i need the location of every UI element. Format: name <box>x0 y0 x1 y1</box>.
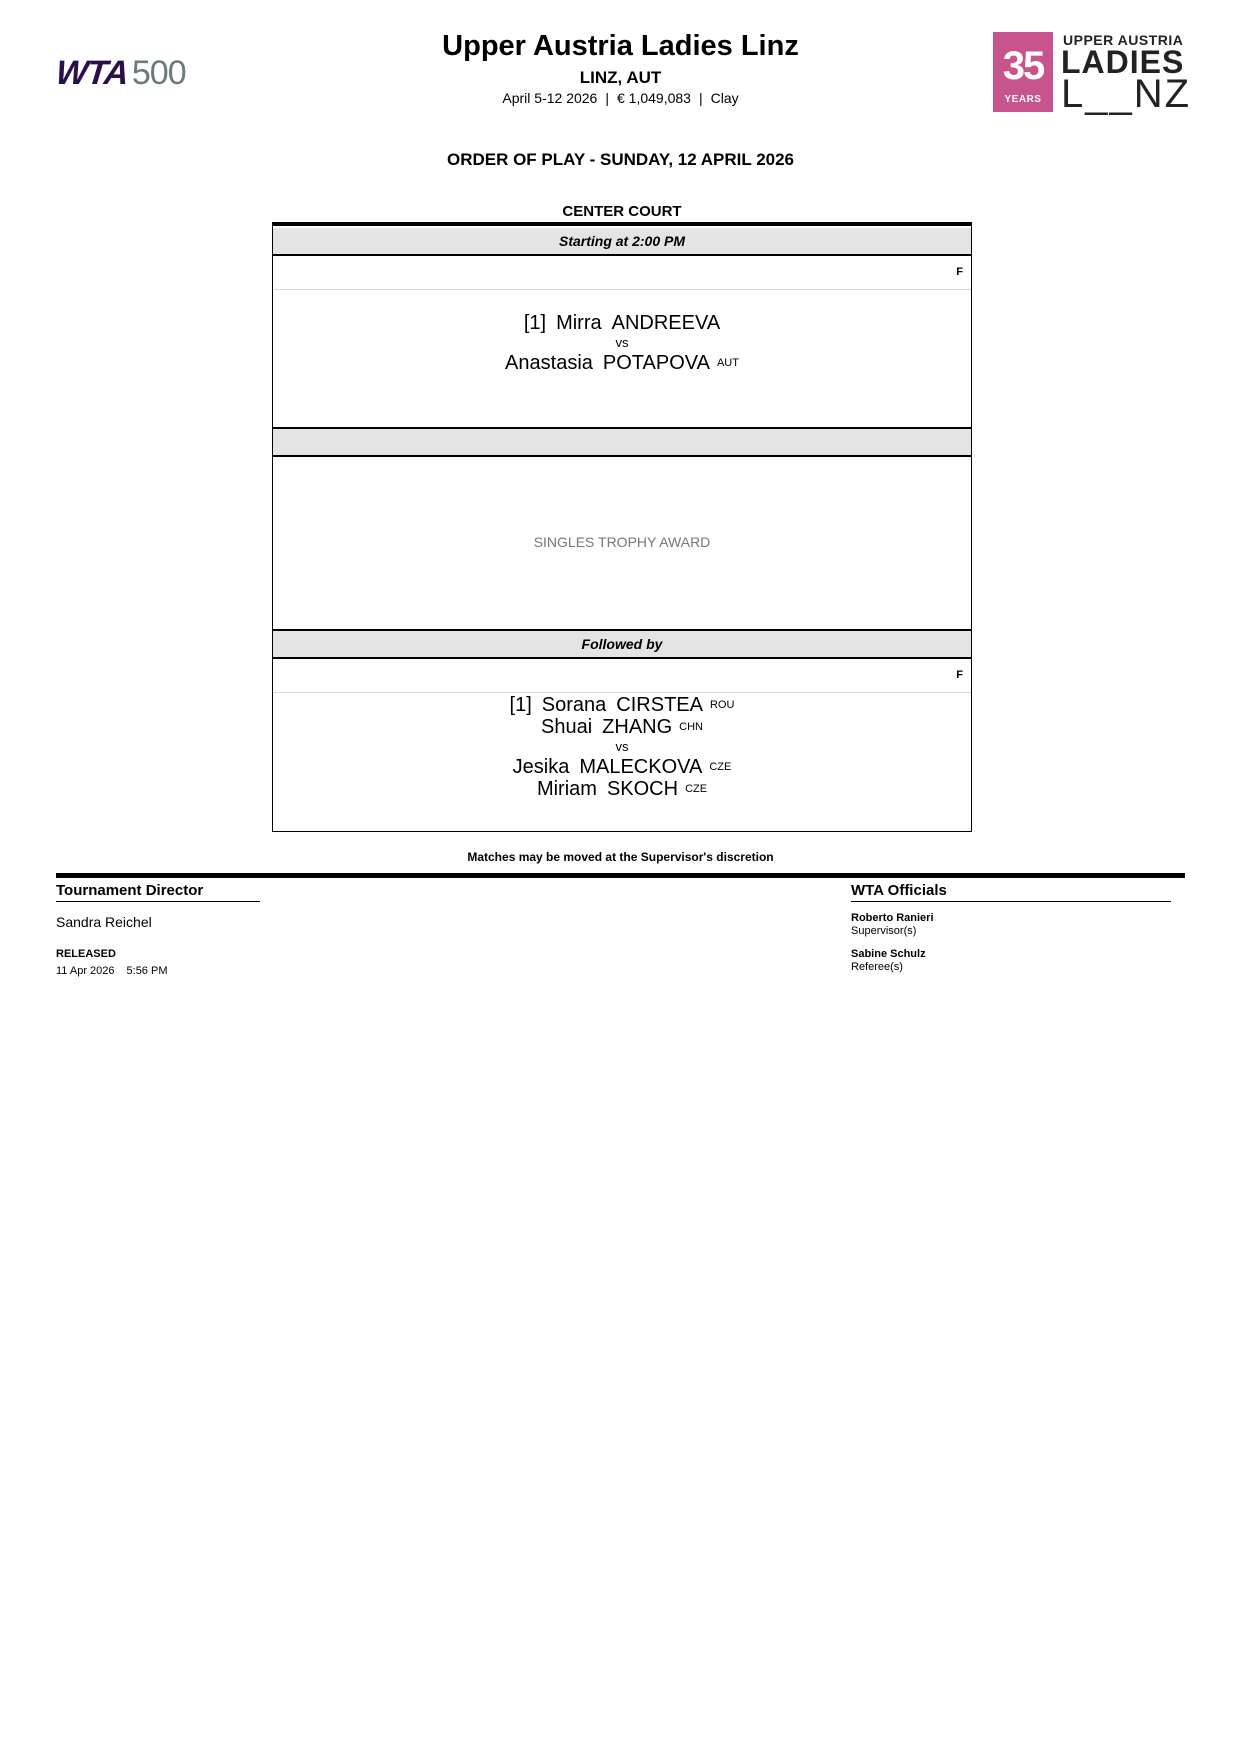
player-nationality: AUT <box>716 357 739 369</box>
match-2 <box>273 693 971 831</box>
director-name: Sandra Reichel <box>56 914 152 930</box>
meta-separator: | <box>698 90 703 106</box>
player-seed: [1] <box>523 312 547 334</box>
player-nationality: CZE <box>685 783 708 795</box>
surface: Clay <box>710 90 739 106</box>
wta-logo-tier: 500 <box>131 54 186 92</box>
order-of-play-title: ORDER OF PLAY - SUNDAY, 12 APRIL 2026 <box>446 150 795 169</box>
player-nationality: CHN <box>679 721 703 733</box>
tournament-location: LINZ, AUT <box>579 68 662 87</box>
player-first-name: Mirra <box>556 312 602 334</box>
officials-heading: WTA Officials <box>851 882 1171 902</box>
player-row <box>273 694 971 716</box>
released-datetime <box>56 965 167 977</box>
player-last-name: CIRSTEA <box>616 694 703 716</box>
official-entry <box>851 948 926 974</box>
vs-label: vs <box>615 739 629 754</box>
player-last-name: SKOCH <box>606 778 679 800</box>
official-name: Roberto Ranieri <box>851 912 934 924</box>
start-time-band: Starting at 2:00 PM <box>273 226 971 256</box>
tournament-dates: April 5-12 2026 <box>502 90 598 106</box>
player-last-name: POTAPOVA <box>602 352 710 374</box>
match-1-status-row <box>273 256 971 290</box>
empty-band <box>273 427 971 457</box>
released-time: 5:56 PM <box>126 965 168 977</box>
released-label: RELEASED <box>56 948 116 960</box>
meta-separator: | <box>605 90 609 106</box>
player-first-name: Jesika <box>512 756 570 778</box>
match-2-round: F <box>956 669 963 681</box>
anniversary-badge <box>993 32 1053 112</box>
director-heading: Tournament Director <box>56 882 260 902</box>
official-name: Sabine Schulz <box>851 948 926 960</box>
court-table <box>272 222 972 832</box>
player-last-name: ZHANG <box>602 716 673 738</box>
vs-label: vs <box>615 335 629 350</box>
anniversary-number: 35 <box>1002 44 1044 88</box>
player-first-name: Anastasia <box>505 352 593 374</box>
player-row <box>273 352 971 374</box>
player-last-name: MALECKOVA <box>579 756 703 778</box>
tournament-title: Upper Austria Ladies Linz <box>442 30 799 62</box>
released-date: 11 Apr 2026 <box>56 965 115 977</box>
logo-line-1: UPPER AUSTRIA <box>1063 32 1184 48</box>
trophy-award-label: SINGLES TROPHY AWARD <box>533 534 711 550</box>
trophy-award-row <box>273 457 971 630</box>
player-row <box>273 778 971 800</box>
player-last-name: ANDREEVA <box>611 312 721 334</box>
anniversary-years: YEARS <box>1004 94 1042 105</box>
player-nationality: CZE <box>709 761 732 773</box>
match-2-status-row <box>273 659 971 693</box>
player-nationality: ROU <box>709 699 735 711</box>
supervisor-note: Matches may be moved at the Supervisor's discretion <box>467 850 774 864</box>
court-name: CENTER COURT <box>562 203 682 220</box>
logo-line-3: L__NZ <box>1061 72 1192 116</box>
official-entry <box>851 912 934 938</box>
player-first-name: Sorana <box>541 694 607 716</box>
followed-by-band: Followed by <box>273 630 971 659</box>
footer-divider <box>56 873 1185 878</box>
official-role: Supervisor(s) <box>851 925 917 937</box>
player-first-name: Shuai <box>541 716 593 738</box>
player-row <box>273 716 971 738</box>
match-1-round: F <box>956 266 963 278</box>
official-role: Referee(s) <box>851 961 903 973</box>
match-1 <box>273 290 971 427</box>
prize-money: € 1,049,083 <box>616 90 691 106</box>
player-first-name: Miriam <box>536 778 597 800</box>
event-logo <box>993 32 1192 116</box>
player-row <box>273 756 971 778</box>
player-seed: [1] <box>509 694 532 716</box>
player-row <box>273 312 971 334</box>
logo-line-2: LADIES <box>1061 44 1185 80</box>
wta-logo-text: WTA <box>54 54 130 92</box>
